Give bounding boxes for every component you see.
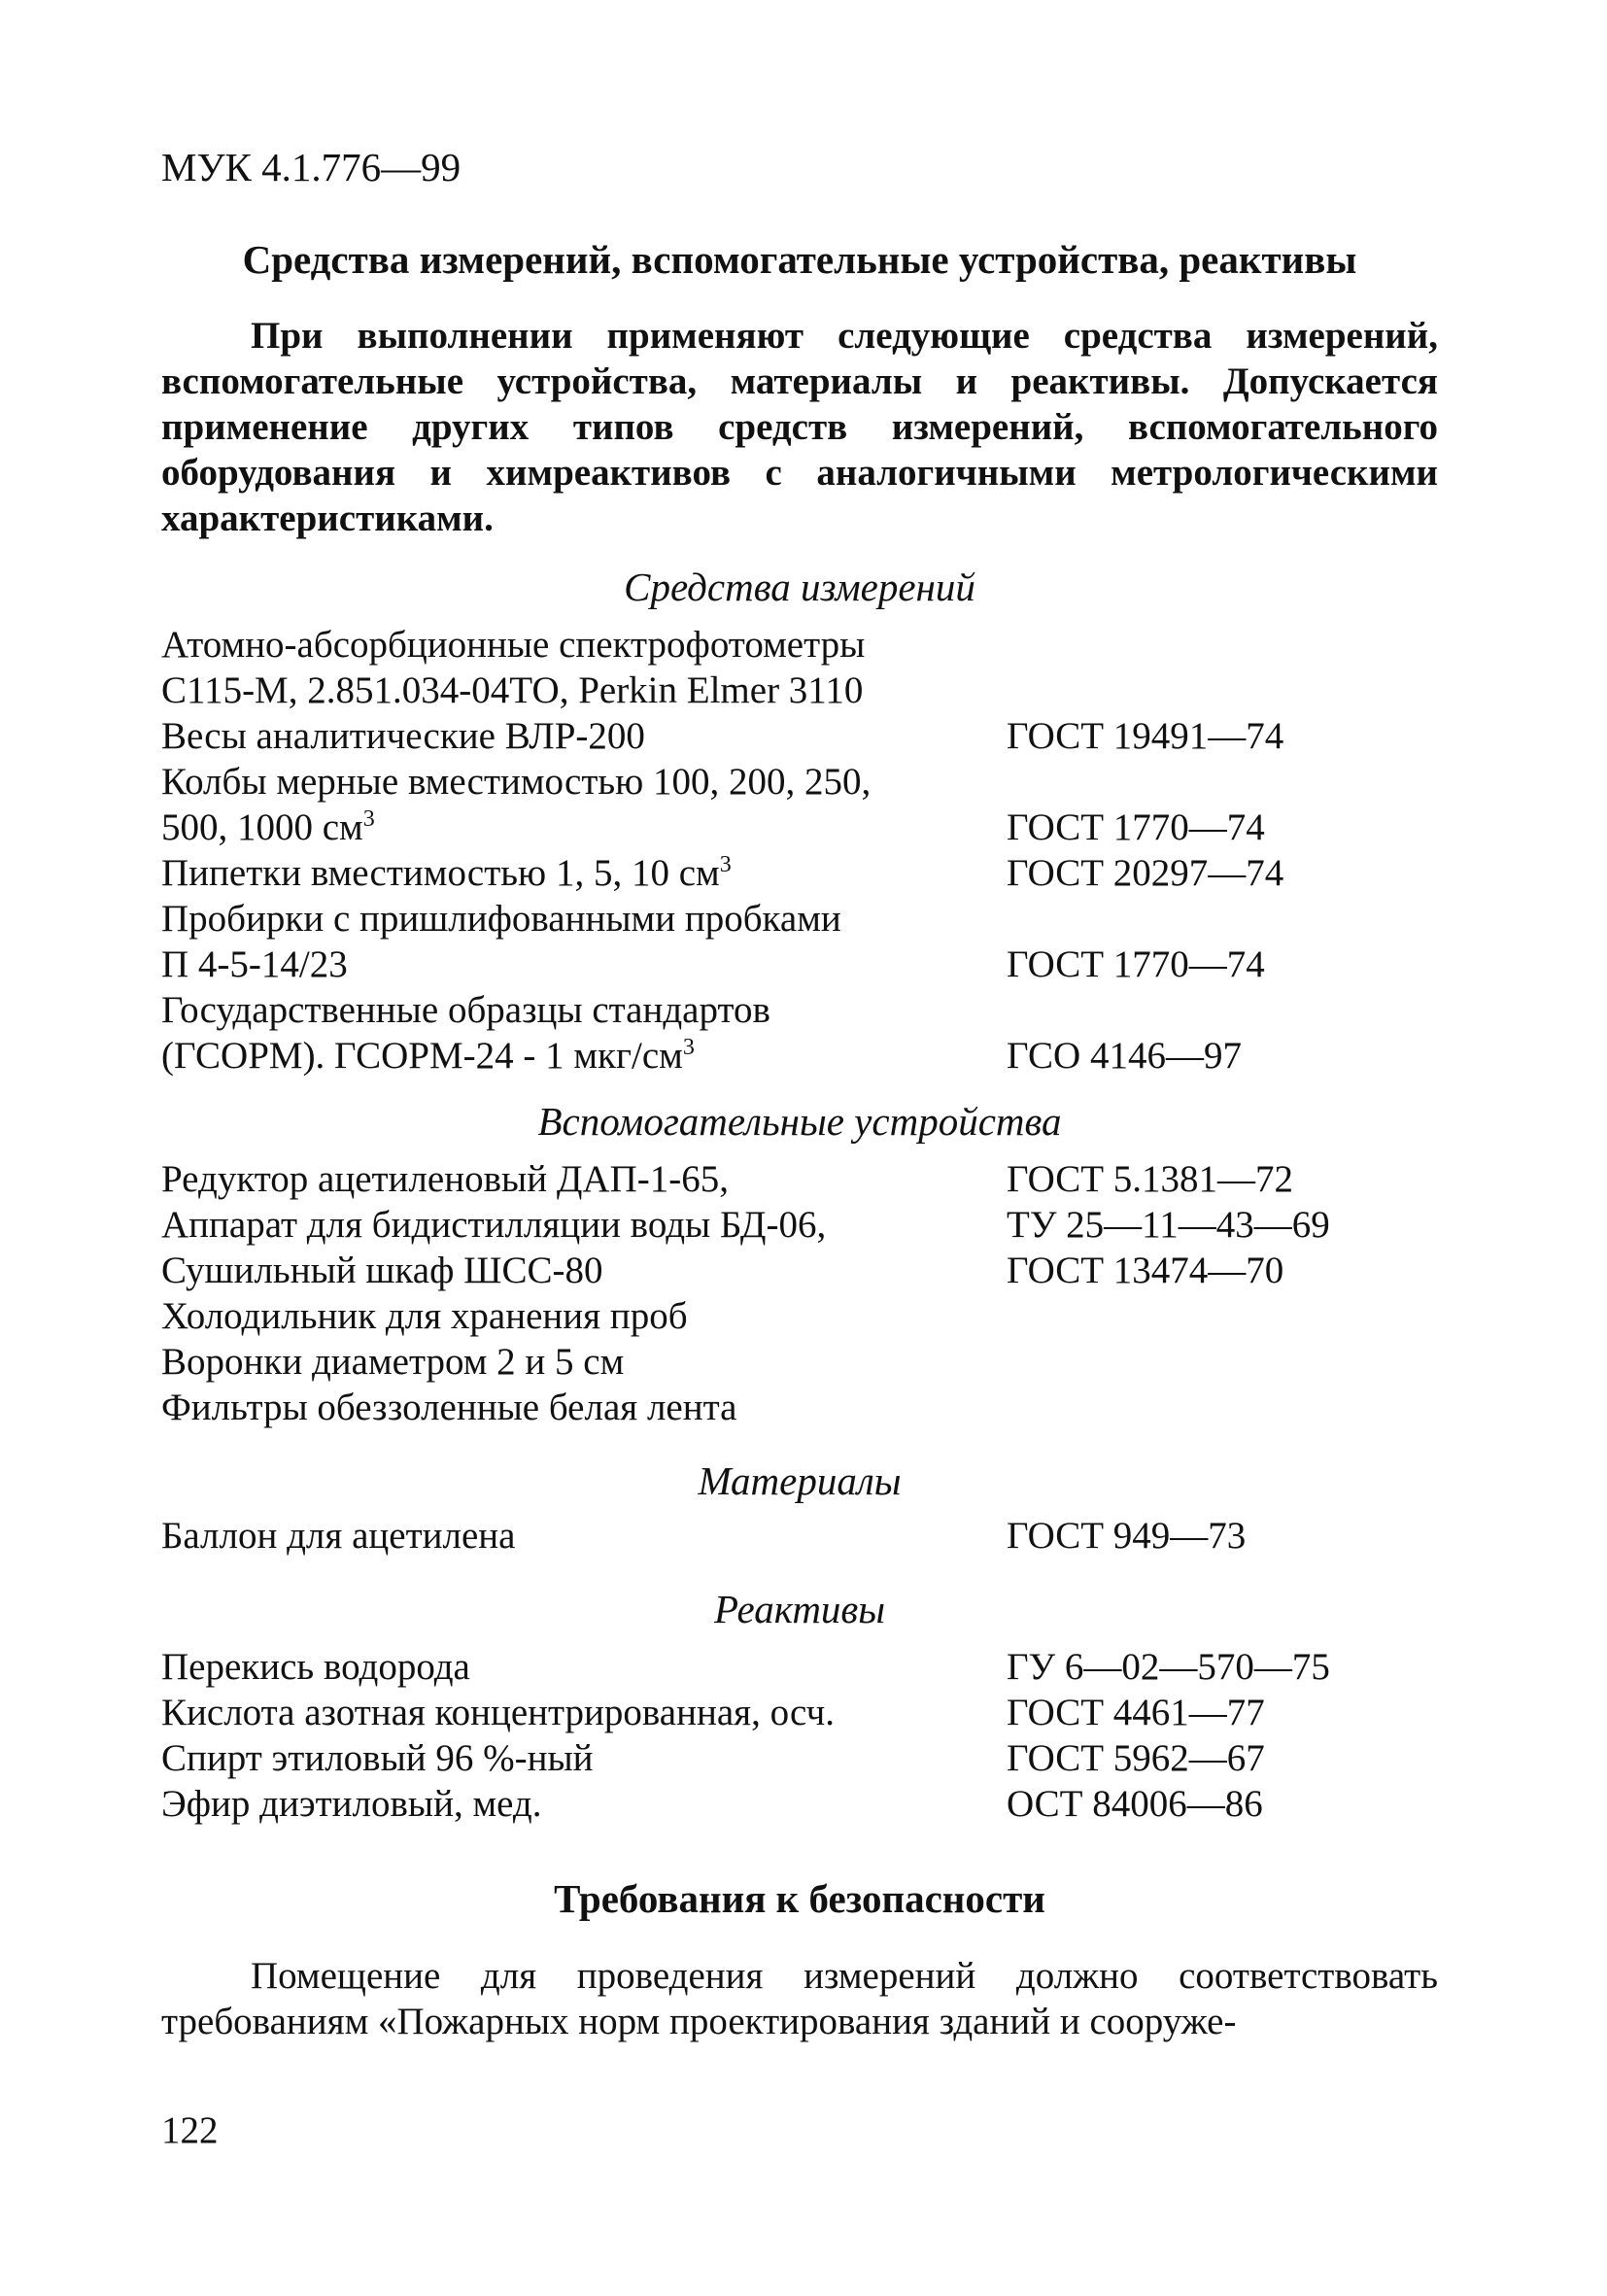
list-reagents xyxy=(161,1644,1453,1827)
item-row xyxy=(161,713,1453,759)
item-standard xyxy=(1007,896,1453,942)
item-row xyxy=(161,1156,1453,1202)
item-row xyxy=(161,987,1453,1033)
item-row xyxy=(161,1690,1453,1735)
section-heading-means: Средства измерений, вспомогательные устройства, реактивы xyxy=(242,237,1357,282)
item-row xyxy=(161,668,1453,713)
item-row xyxy=(161,1202,1453,1248)
item-name: 500, 1000 $см^3$ xyxy=(161,806,375,848)
item-name: Пипетки вместимостью 1, 5, 10 $см^3$ xyxy=(161,852,732,894)
item-standard xyxy=(1007,1339,1453,1385)
item-standard: ГОСТ 5962—67 xyxy=(1007,1737,1265,1779)
section-heading-safety: Требования к безопасности xyxy=(554,1876,1045,1921)
item-row xyxy=(161,759,1453,805)
item-standard xyxy=(1007,622,1453,668)
list-auxiliary xyxy=(161,1156,1453,1430)
item-name: Эфир диэтиловый, мед. xyxy=(161,1783,542,1825)
item-name: Кислота азотная концентрированная, осч. xyxy=(161,1692,835,1733)
item-row xyxy=(161,1735,1453,1781)
item-standard: ОСТ 84006—86 xyxy=(1007,1783,1263,1825)
item-name: (ГСОРМ). ГСОРМ-24 - 1 мкг/$см^3$ xyxy=(161,1035,695,1077)
item-row xyxy=(161,622,1453,668)
item-row xyxy=(161,1644,1453,1690)
item-row xyxy=(161,1033,1453,1079)
item-row xyxy=(161,1385,1453,1430)
item-row xyxy=(161,1339,1453,1385)
item-row xyxy=(161,850,1453,896)
item-standard: ГОСТ 949—73 xyxy=(1007,1515,1247,1557)
page-number: 122 xyxy=(161,2109,219,2151)
subheading-reagents: Реактивы xyxy=(713,1587,886,1631)
subheading-auxiliary: Вспомогательные устройства xyxy=(537,1099,1062,1144)
item-name: Воронки диаметром 2 и 5 см xyxy=(161,1341,625,1383)
item-row xyxy=(161,1781,1453,1827)
item-standard: ГОСТ 19491—74 xyxy=(1007,715,1284,757)
item-standard: ГОСТ 1770—74 xyxy=(1007,943,1265,985)
item-standard xyxy=(1007,759,1453,805)
subheading-materials: Материалы xyxy=(698,1458,902,1503)
item-name: Редуктор ацетиленовый ДАП-1-65, xyxy=(161,1158,729,1200)
item-standard: ГОСТ 20297—74 xyxy=(1007,852,1284,894)
item-standard xyxy=(1007,668,1453,713)
document-code: МУК 4.1.776—99 xyxy=(161,145,462,189)
item-row xyxy=(161,942,1453,987)
item-name: Государственные образцы стандартов xyxy=(161,989,770,1031)
item-row xyxy=(161,1293,1453,1339)
list-measuring xyxy=(161,622,1453,1079)
superscript: 3 xyxy=(719,852,732,877)
superscript: 3 xyxy=(362,806,375,832)
item-name: Атомно-абсорбционные спектрофотометры xyxy=(161,624,866,666)
item-standard xyxy=(1007,1385,1453,1430)
item-name: П 4-5-14/23 xyxy=(161,943,348,985)
item-standard xyxy=(1007,1293,1453,1339)
item-name: Пробирки с пришлифованными пробками xyxy=(161,898,841,940)
safety-paragraph: Помещение для проведения измерений должно соответствовать требованиям «Пожарных норм проектирования зданий и сооруже- xyxy=(161,1955,1438,2042)
item-standard: ГОСТ 13474—70 xyxy=(1007,1250,1284,1291)
item-name: Аппарат для бидистилляции воды БД-06, xyxy=(161,1204,827,1246)
item-name: С115-М, 2.851.034-04ТО, Perkin Elmer 3110 xyxy=(161,669,864,711)
subheading-measuring: Средства измерений xyxy=(624,565,975,609)
superscript: 3 xyxy=(682,1035,695,1060)
item-row xyxy=(161,805,1453,850)
item-standard: ГОСТ 1770—74 xyxy=(1007,806,1265,848)
list-materials xyxy=(161,1513,1453,1559)
item-name: Колбы мерные вместимостью 100, 200, 250, xyxy=(161,761,872,803)
item-standard: ТУ 25—11—43—69 xyxy=(1007,1204,1330,1246)
item-name: Спирт этиловый 96 %-ный xyxy=(161,1737,594,1779)
item-name: Фильтры обеззоленные белая лента xyxy=(161,1387,737,1428)
item-name: Баллон для ацетилена xyxy=(161,1515,516,1557)
item-row xyxy=(161,1513,1453,1559)
item-standard: ГСО 4146—97 xyxy=(1007,1035,1242,1077)
item-row xyxy=(161,896,1453,942)
item-name: Холодильник для хранения проб xyxy=(161,1295,688,1337)
item-name: Весы аналитические ВЛР-200 xyxy=(161,715,645,757)
item-standard: ГУ 6—02—570—75 xyxy=(1007,1646,1330,1688)
item-standard: ГОСТ 4461—77 xyxy=(1007,1692,1265,1733)
intro-paragraph: При выполнении применяют следующие средства измерений, вспомогательные устройства, материалы и реактивы. Допускается применение других типов средств измерений, вспомогательного оборудования и химреактивов с аналогичными метрологическими характеристиками. xyxy=(161,315,1438,539)
item-name: Сушильный шкаф ШСС-80 xyxy=(161,1250,603,1291)
item-row xyxy=(161,1248,1453,1293)
item-standard xyxy=(1007,987,1453,1033)
item-standard: ГОСТ 5.1381—72 xyxy=(1007,1158,1294,1200)
item-name: Перекись водорода xyxy=(161,1646,470,1688)
